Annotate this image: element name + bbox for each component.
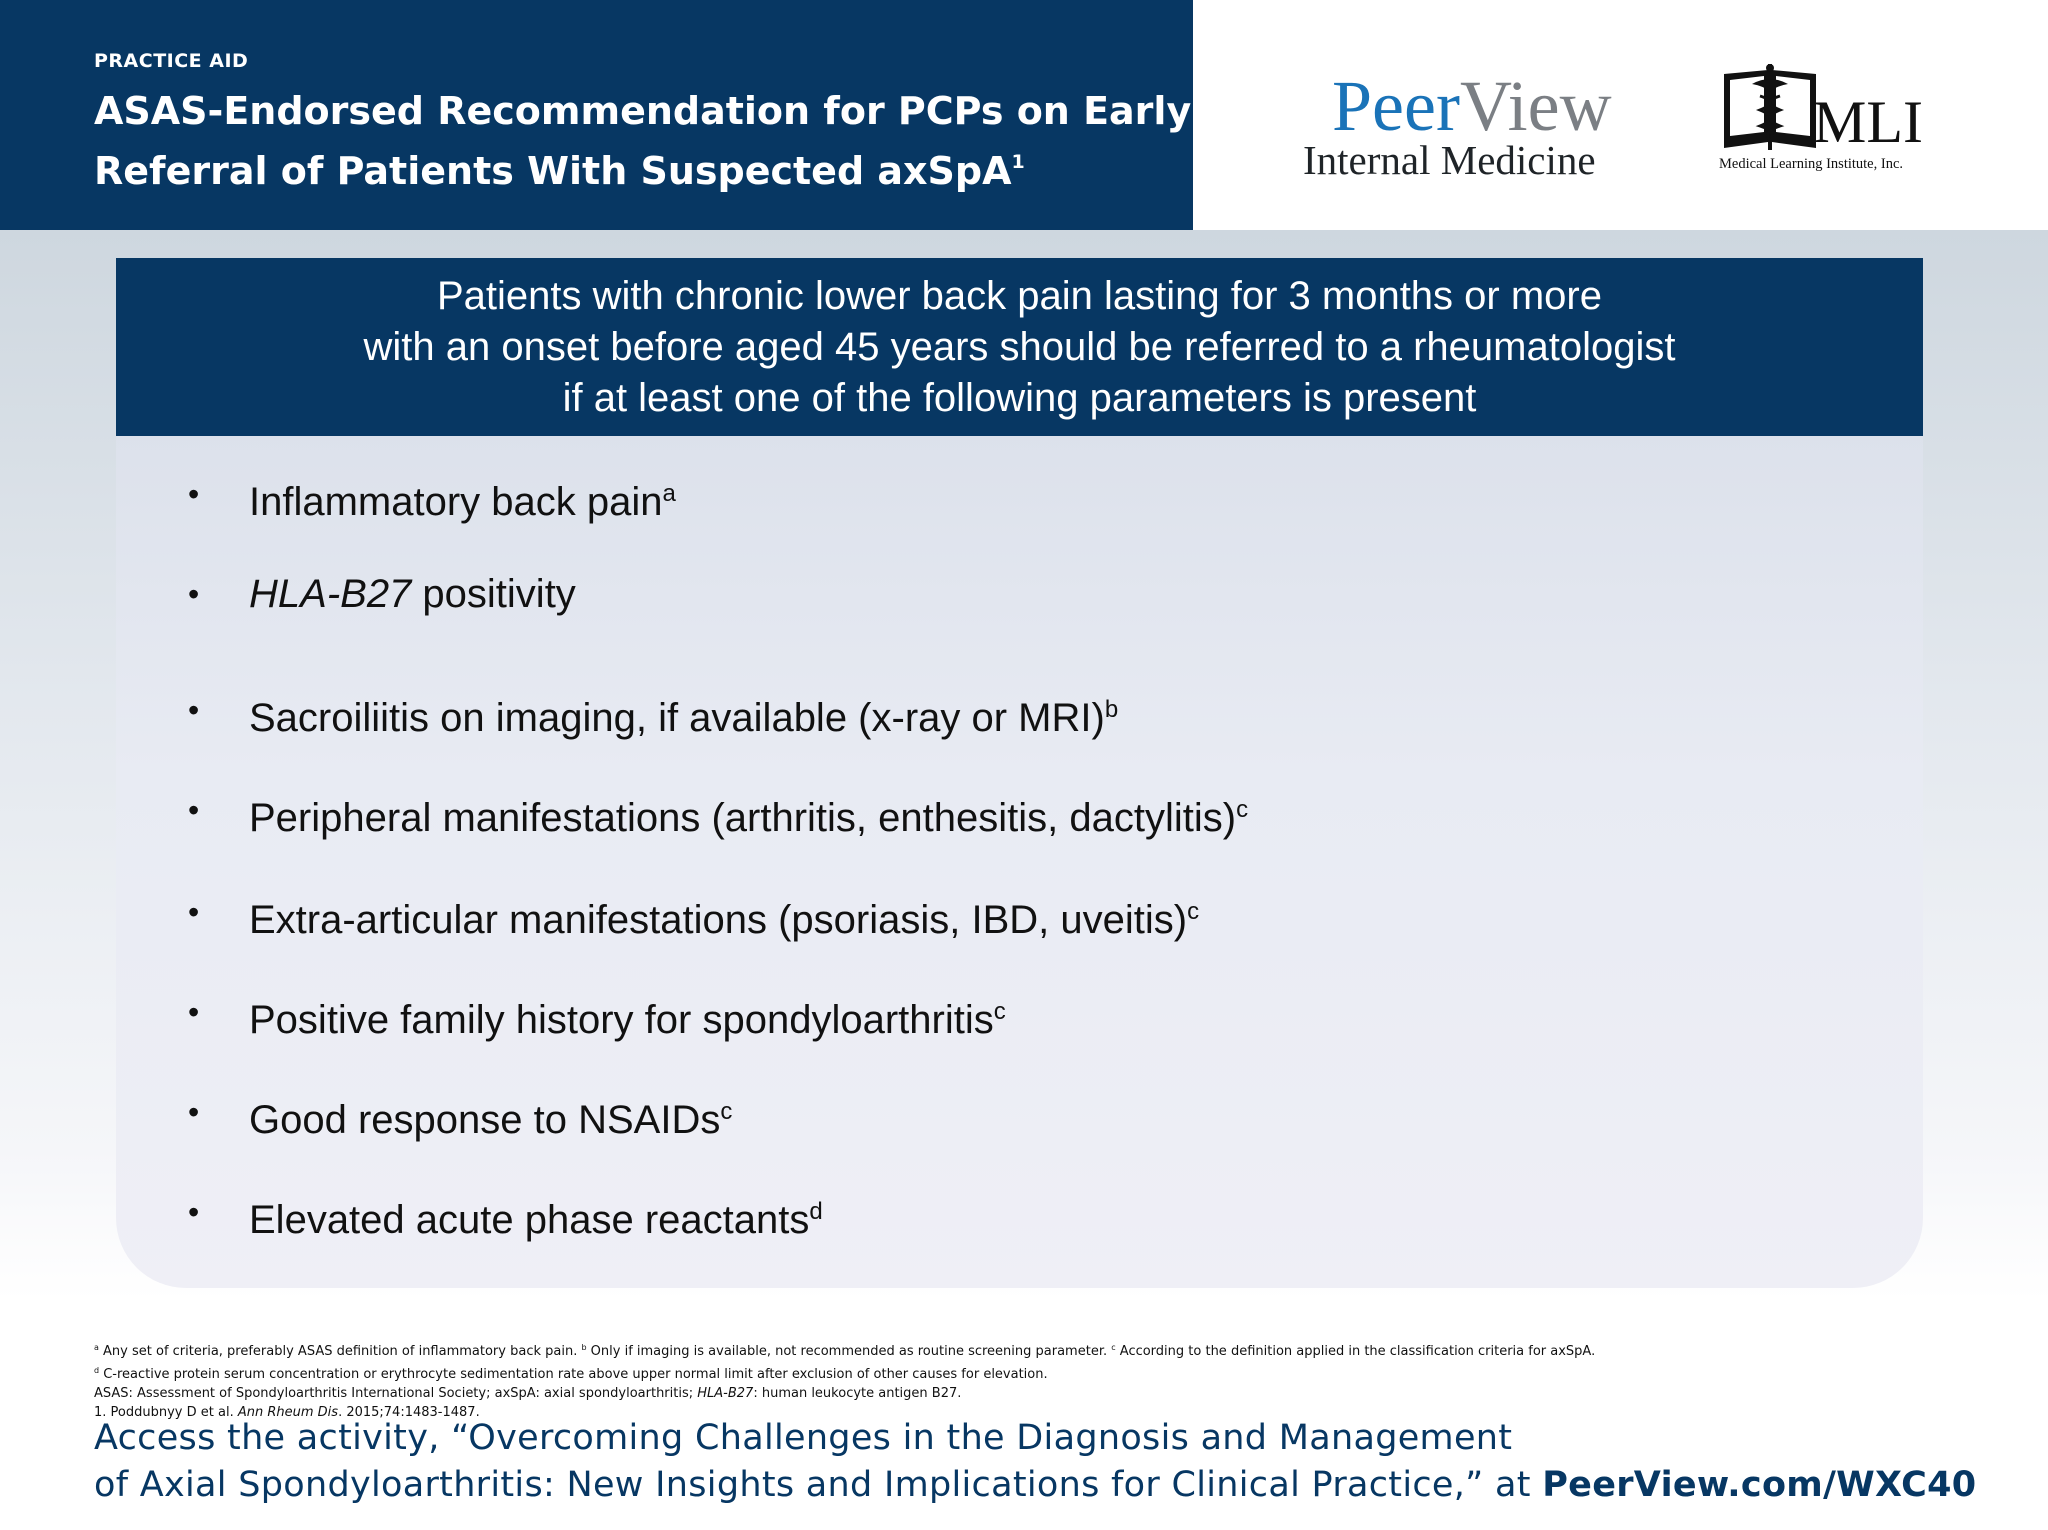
bullet-icon: • [188,894,200,930]
title-line-2 [94,137,1174,197]
list-item-text [249,464,676,532]
recommendation-heading [116,258,1923,436]
item-footnote-mark: d [809,1198,823,1225]
page-title [94,86,1192,197]
header-band [0,0,1193,230]
list-item-text [249,680,1118,748]
abbrev-italic: HLA-B27 [697,1386,754,1401]
footnote-b: Only if imaging is available, not recommended as routine screening parameter. [586,1344,1112,1359]
list-item-inflammatory-back-pain [116,464,1816,524]
list-item-nsaids [116,1082,1816,1142]
item-label: Peripheral manifestations (arthritis, enthesitis, dactylitis) [249,796,1237,840]
book-caduceus-icon [1720,62,1820,152]
access-line-2 [94,1462,2014,1509]
footnote-mark-b: b [581,1343,587,1352]
item-label: Good response to NSAIDs [249,1098,721,1142]
header-logo-area [1193,0,2048,230]
bullet-icon: • [188,994,200,1030]
bullet-icon: • [188,1094,200,1130]
list-item-text [249,780,1248,848]
practice-aid-label: PRACTICE AID [94,50,249,72]
list-item-acute-phase [116,1182,1816,1242]
item-footnote-mark: c [1187,898,1200,925]
list-item-peripheral [116,780,1816,840]
access-line-2-text: of Axial Spondyloarthritis: New Insights and Implications for Clinical Practice,” at [94,1465,1543,1505]
title-line-1: ASAS-Endorsed Recommendation for PCPs on Early [94,89,1192,133]
title-reference-mark: 1 [1011,151,1025,173]
mli-wordmark: MLI [1813,89,1923,155]
bullet-icon: • [188,1194,200,1230]
reference-journal: Ann Rheum Dis [237,1405,339,1420]
title-line-2-text: Referral of Patients With Suspected axSpA [94,149,1012,193]
footnote-d: C-reactive protein serum concentration or erythrocyte sedimentation rate above upper normal limit after exclusion of other causes for elevation. [99,1367,1048,1382]
heading-line-1: Patients with chronic lower back pain lasting for 3 months or more [437,273,1602,318]
list-item-text [249,564,576,624]
item-footnote-mark: c [720,1098,733,1125]
item-label: Positive family history for spondyloarthritis [249,998,994,1042]
heading-line-3: if at least one of the following parameters is present [562,375,1477,420]
item-label: positivity [411,572,576,616]
peerview-subtitle: Internal Medicine [1303,137,1596,183]
item-label: Extra-articular manifestations (psoriasis, IBD, uveitis) [249,898,1188,942]
peerview-view: View [1459,66,1612,146]
footnote-mark-d: d [94,1366,100,1375]
item-footnote-mark: b [1104,696,1119,723]
recommendation-card [116,258,1923,1288]
list-item-text [249,1182,823,1250]
list-item-hla-b27 [116,564,1816,624]
peerview-peer: Peer [1332,66,1460,146]
mli-logo [1715,62,1955,182]
activity-link[interactable]: PeerView.com/WXC40 [1542,1465,1977,1505]
list-item-family-history [116,982,1816,1042]
footnote-mark-c: c [1111,1343,1116,1352]
footnote-line-1 [94,1338,1994,1361]
mli-subtitle: Medical Learning Institute, Inc. [1719,156,1904,172]
abbrev-pre: ASAS: Assessment of Spondyloarthritis International Society; axSpA: axial spondyloarthritis; [94,1386,698,1401]
list-item-sacroiliitis [116,680,1816,740]
heading-line-2: with an onset before aged 45 years should be referred to a rheumatologist [363,324,1676,369]
footnote-c: According to the definition applied in the classification criteria for axSpA. [1115,1344,1596,1359]
item-label: Sacroiliitis on imaging, if available (x-ray or MRI) [249,696,1105,740]
abbrev-post: : human leukocyte antigen B27. [753,1386,962,1401]
reference-post: . 2015;74:1483-1487. [338,1405,480,1420]
item-footnote-mark: c [1236,796,1249,823]
bullet-icon: • [188,576,200,612]
footnote-abbreviations [94,1384,1994,1403]
list-item-text [249,882,1199,950]
footnotes [94,1338,1994,1422]
footnote-mark-a: a [94,1343,99,1352]
footnote-line-2 [94,1361,1994,1384]
list-item-text [249,982,1006,1050]
bullet-icon: • [188,792,200,828]
bullet-icon: • [188,692,200,728]
list-item-text [249,1082,732,1150]
item-label: Inflammatory back pain [249,480,663,524]
bullet-icon: • [188,476,200,512]
item-label: Elevated acute phase reactants [249,1198,810,1242]
item-italic-label: HLA-B27 [249,572,412,616]
peerview-logo [1300,66,1630,186]
list-item-extra-articular [116,882,1816,942]
peerview-wordmark [1332,66,1612,146]
access-line-1: Access the activity, “Overcoming Challenges in the Diagnosis and Management [94,1418,1513,1458]
item-footnote-mark: a [662,480,676,507]
item-footnote-mark: c [993,998,1006,1025]
footnote-a: Any set of criteria, preferably ASAS definition of inflammatory back pain. [98,1344,582,1359]
access-activity-text [94,1415,2014,1509]
reference-pre: 1. Poddubnyy D et al. [94,1405,238,1420]
